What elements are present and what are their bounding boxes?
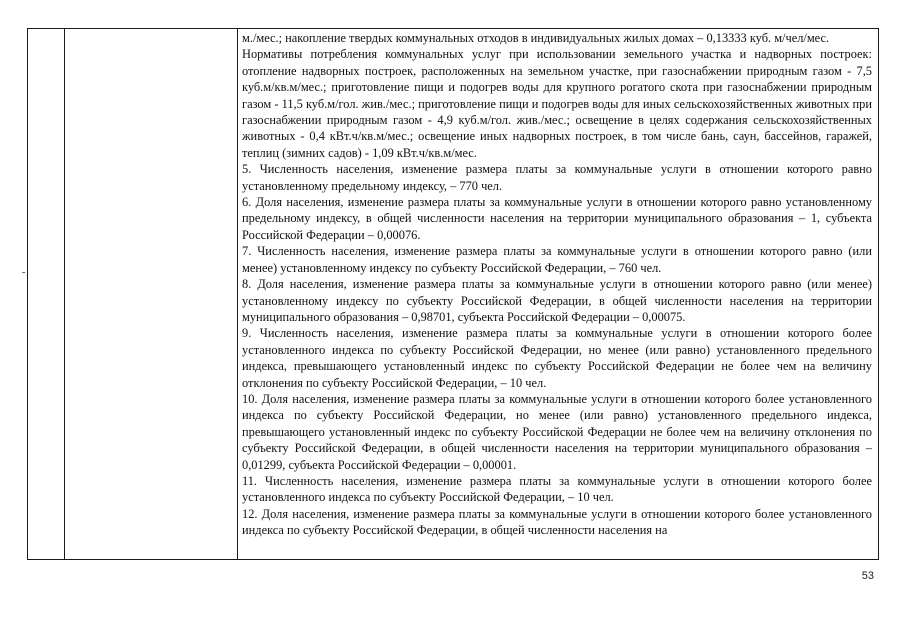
paragraph: 9. Численность населения, изменение размера платы за коммунальные услуги в отношении которого более установленного индекса по субъекту Российской Федерации, но менее (или равно) установленного предельного индекса, превышающего установленный индекс по субъекту Российской Федерации не более чем на величину отклонения по субъекту Российской Федерации, – 10 чел. xyxy=(242,326,872,390)
paragraph: 12. Доля населения, изменение размера платы за коммунальные услуги в отношении которого более установленного индекса по субъекту Российской Федерации, в общей численности населения на xyxy=(242,506,872,538)
page-number: 53 xyxy=(861,570,874,582)
table-column-divider xyxy=(64,29,65,559)
paragraph: Нормативы потребления коммунальных услуг при использовании земельного участка и надворных построек: отопление надворных построек, расположенных на земельном участке, при газоснабжении природным газом - 7,5 куб.м/кв.м/мес.; приготовление пищи и подогрев воды для крупного рогатого скота при газоснабжении природным газом - 11,5 куб.м/гол. жив./мес.; приготовление пищи и подогрев воды для иных сельскохозяйственных животных при газоснабжении природным газом - 4,9 куб.м/гол. жив./мес.; освещение в целях содержания сельскохозяйственных животных - 0,4 кВт.ч/кв.м/мес.; освещение иных надворных построек, в том числе бань, саун, бассейнов, гаражей, теплиц (зимних садов) - 1,09 кВт.ч/кв.м/мес. xyxy=(242,47,872,160)
paragraph: 5. Численность населения, изменение размера платы за коммунальные услуги в отношении которого равно установленному предельному индексу, – 770 чел. xyxy=(242,162,872,193)
paragraph: 11. Численность населения, изменение размера платы за коммунальные услуги в отношении которого более установленного индекса по субъекту Российской Федерации, – 10 чел. xyxy=(242,473,872,505)
table-column-divider xyxy=(237,29,238,559)
document-table xyxy=(27,28,879,560)
paragraph: 7. Численность населения, изменение размера платы за коммунальные услуги в отношении которого равно (или менее) установленному индексу по субъекту Российской Федерации, – 760 чел. xyxy=(242,244,872,275)
paragraph: 6. Доля населения, изменение размера платы за коммунальные услуги в отношении которого равно установленному предельному индексу, в общей численности населения на территории муниципального образования – 1, субъекта Российской Федерации – 0,00076. xyxy=(242,195,872,242)
margin-mark: - xyxy=(22,267,26,278)
table-content-cell xyxy=(242,30,872,539)
paragraph: м./мес.; накопление твердых коммунальных отходов в индивидуальных жилых домах – 0,13333 куб. м/чел/мес. xyxy=(242,31,830,45)
paragraph: 8. Доля населения, изменение размера платы за коммунальные услуги в отношении которого равно (или менее) установленному индексу по субъекту Российской Федерации, в общей численности населения на территории муниципального образования – 0,98701, субъекта Российской Федерации – 0,00075. xyxy=(242,277,872,324)
paragraph: 10. Доля населения, изменение размера платы за коммунальные услуги в отношении которого более установленного индекса по субъекту Российской Федерации, но менее (или равно) установленного предельного индекса, превышающего установленный индекс по субъекту Российской Федерации не более чем на величину отклонения по субъекту Российской Федерации, в общей численности населения на территории муниципального образования – 0,01299, субъекта Российской Федерации – 0,00001. xyxy=(242,391,872,472)
